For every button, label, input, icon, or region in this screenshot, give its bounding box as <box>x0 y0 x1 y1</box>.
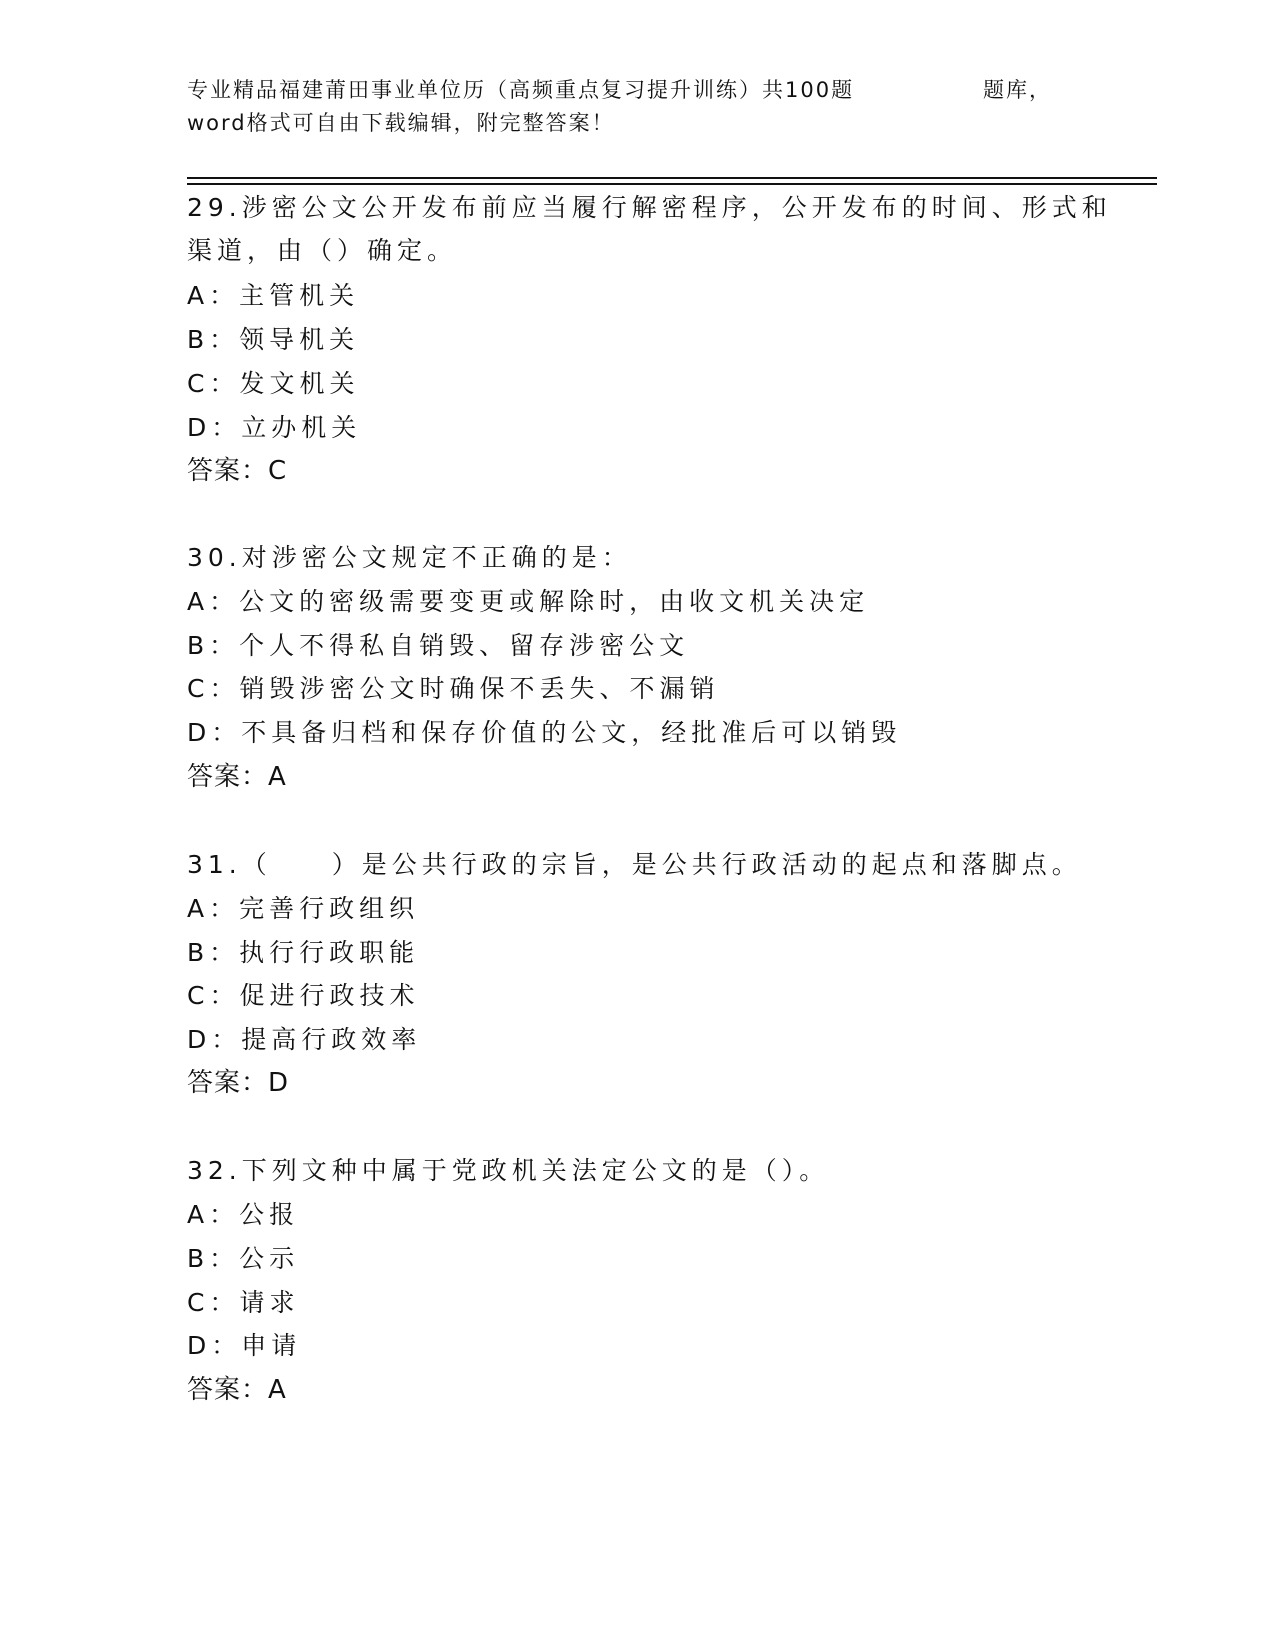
answer: 答案：D <box>187 1068 290 1098</box>
header-title: 专业精品福建莆田事业单位历（高频重点复习提升训练）共100题 <box>187 78 855 102</box>
option-c: C：发文机关 <box>187 369 360 398</box>
answer: 答案：A <box>187 762 287 792</box>
option-b: B：公示 <box>187 1244 300 1273</box>
option-b: B：领导机关 <box>187 325 360 354</box>
question-stem: 渠道，由（）确定。 <box>187 236 458 265</box>
question-stem: 32.下列文种中属于党政机关法定公文的是（）。 <box>187 1156 830 1185</box>
header-subtitle: word格式可自由下载编辑，附完整答案！ <box>187 111 615 135</box>
option-a: A：完善行政组织 <box>187 894 420 923</box>
option-d: D：提高行政效率 <box>187 1025 422 1054</box>
option-a: A：公文的密级需要变更或解除时，由收文机关决定 <box>187 587 870 616</box>
option-d: D：不具备归档和保存价值的公文，经批准后可以销毁 <box>187 718 902 747</box>
header-divider-top <box>187 177 1157 179</box>
answer: 答案：A <box>187 1375 287 1405</box>
option-d: D：申请 <box>187 1331 302 1360</box>
option-c: C：请求 <box>187 1288 300 1317</box>
answer: 答案：C <box>187 456 288 486</box>
header-title-tail: 题库， <box>983 78 1052 102</box>
option-b: B：执行行政职能 <box>187 938 420 967</box>
question-stem: 30.对涉密公文规定不正确的是： <box>187 543 632 572</box>
option-c: C：促进行政技术 <box>187 981 420 1010</box>
question-stem: 31.（ ）是公共行政的宗旨，是公共行政活动的起点和落脚点。 <box>187 850 1082 879</box>
question-stem: 29.涉密公文公开发布前应当履行解密程序，公开发布的时间、形式和 <box>187 193 1112 222</box>
option-d: D：立办机关 <box>187 413 362 442</box>
option-c: C：销毁涉密公文时确保不丢失、不漏销 <box>187 674 720 703</box>
header-divider-bottom <box>187 183 1157 185</box>
option-a: A：主管机关 <box>187 281 360 310</box>
option-a: A：公报 <box>187 1200 300 1229</box>
option-b: B：个人不得私自销毁、留存涉密公文 <box>187 631 690 660</box>
